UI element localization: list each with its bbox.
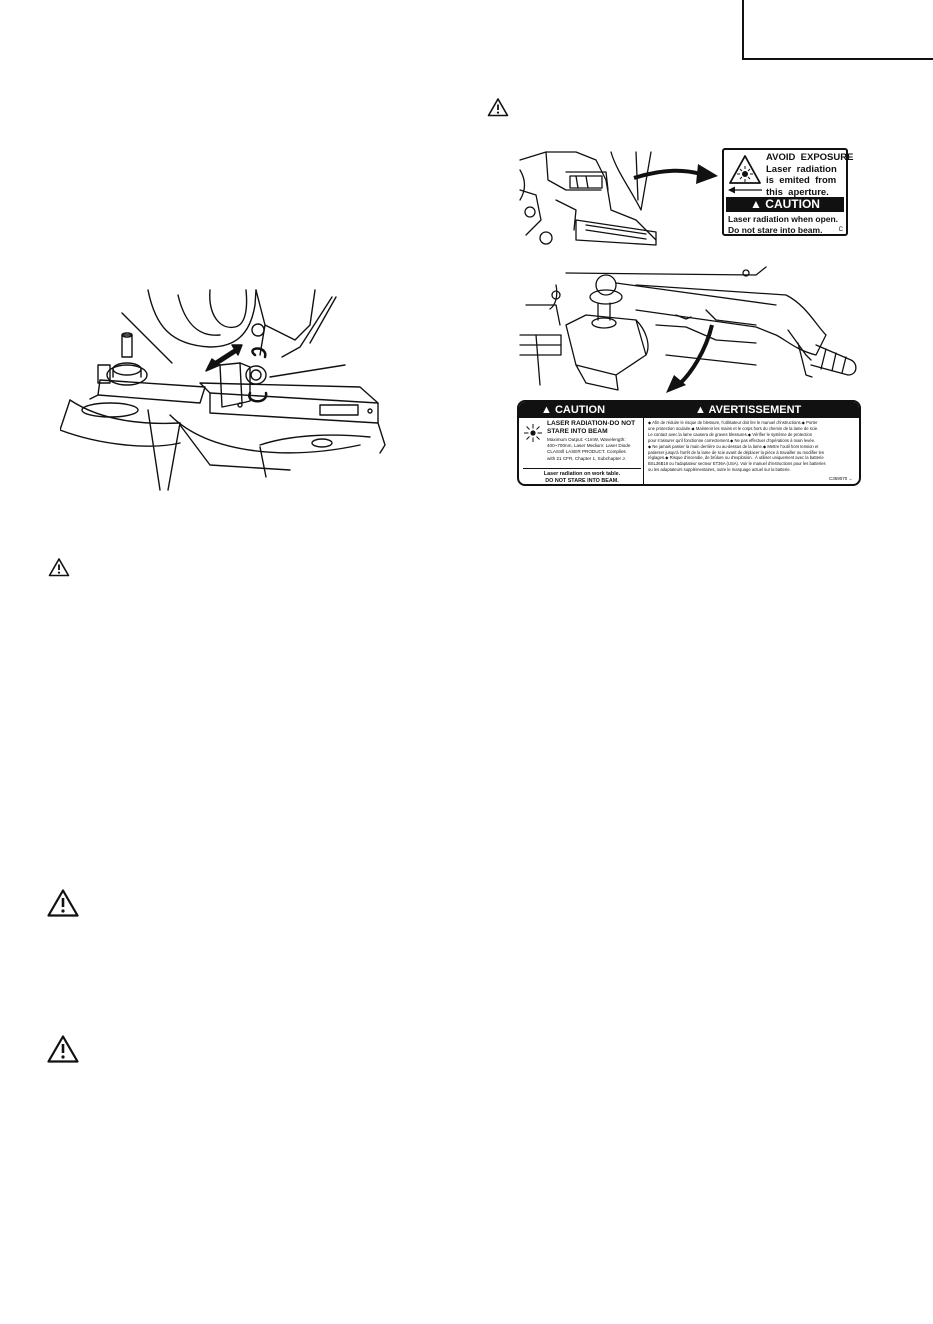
caution-text: CAUTION (765, 197, 820, 211)
warning-triangle-icon (46, 1034, 80, 1064)
fence-adjustment-illustration (60, 285, 400, 495)
laser-aperture-illustration (516, 150, 721, 250)
french-warning-text: ◆ Afin de réduire le risque de blessure, l'utilisateur doit lire le manuel d'instructions.◆ Porter une protection oculaire.◆ Maintenir les mains et le corps hors du chemin de la lame de scie. Le contact avec la lame causera de graves blessures.◆ Vérifier le système de protection pour s'assurer qu'il fonctionne correctement.◆ Ne pas effectuer d'opérations à main levée. ◆ Ne jamais passer la main derrière ou au-dessus de la lame.◆ Mettre l'outil hors tension et patienter jusqu'à l'arrêt de la lame de scie avant de déplacer la pièce à travailler ou modifier les réglages.◆ Risque d'incendie, de brûlure ou d'explosion. À utiliser uniquement avec la batterie BSL36B18 ou l'adaptateur secteur ET36A (USA). Voir le manuel d'instructions pour les batteries ou les adaptateurs supplémentaires, outre le marquage actuel sur la batterie. (648, 420, 826, 473)
warning-triangle-icon: ▲ (695, 404, 706, 416)
laser-radiation-heading: LASER RADIATION-DO NOT STARE INTO BEAM (547, 420, 636, 435)
warning-triangle-icon: ▲ (541, 404, 552, 416)
avertissement-text: AVERTISSEMENT (708, 404, 802, 416)
laser-warning-text: Laser radiation when open. Do not stare into beam. (728, 214, 839, 235)
arrow-left-icon (728, 186, 764, 194)
label-code: C (838, 227, 843, 233)
label-divider (643, 418, 644, 486)
warning-triangle-icon (48, 557, 70, 577)
avoid-exposure-text: AVOID EXPOSURE Laser radiation is emited from this aperture. (766, 152, 854, 198)
warning-triangle-icon (487, 97, 509, 117)
caution-bar (726, 197, 844, 212)
saw-handle-illustration (516, 265, 861, 400)
laser-radiation-label (517, 400, 861, 486)
label-header-row (724, 150, 854, 198)
laser-warning-icon (728, 154, 762, 186)
work-table-warning: Laser radiation on work table. DO NOT STARE INTO BEAM. (523, 468, 641, 485)
caution-heading (541, 403, 605, 417)
warning-triangle-icon: ▲ (750, 197, 762, 211)
warning-triangle-icon (46, 888, 80, 918)
laser-specs-text: Maximum Output: <1mW, Wavelength: 400~700nm, Laser Medium: Laser Diode CLASSⅡ LASER PRODUCT. Complies with 21 CFR, Chapter 1, Subchapter J. (547, 437, 631, 461)
avertissement-heading (695, 403, 801, 417)
label-code: C359070 ← (828, 476, 853, 481)
page-tab-box (742, 0, 933, 60)
label-header (519, 402, 859, 418)
laser-burst-icon (524, 424, 542, 442)
caution-text: CAUTION (554, 404, 606, 416)
avoid-exposure-label (722, 148, 854, 236)
